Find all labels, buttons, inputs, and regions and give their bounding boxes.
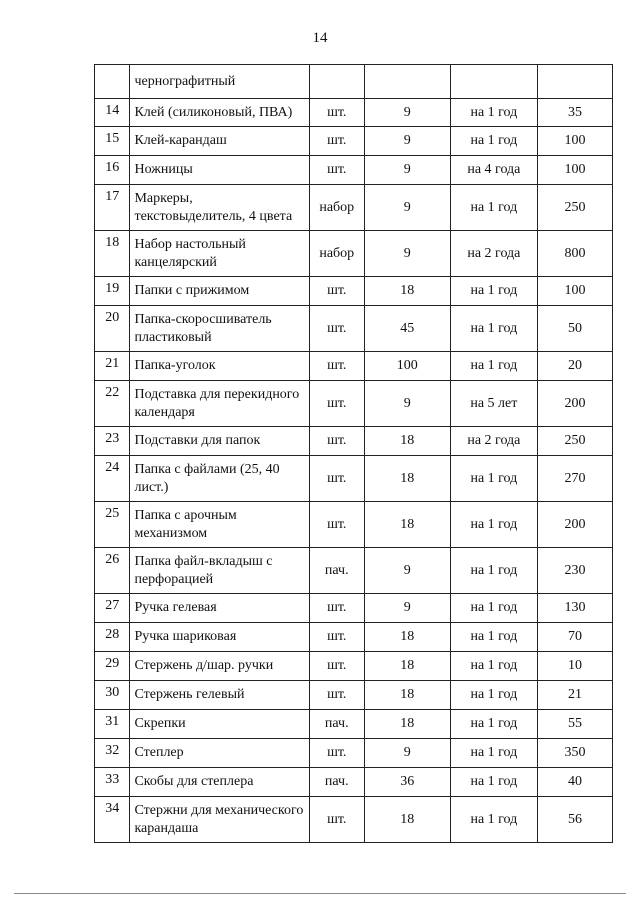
row-number: 33 (95, 768, 130, 797)
item-unit: шт. (309, 306, 364, 352)
item-name: Скрепки (130, 710, 309, 739)
table-row (95, 548, 613, 594)
item-price: 350 (537, 739, 612, 768)
table-row (95, 352, 613, 381)
item-term: на 1 год (450, 797, 537, 843)
item-name: Стержень д/шар. ручки (130, 652, 309, 681)
item-unit: шт. (309, 277, 364, 306)
item-name: Подставка для перекидного календаря (130, 381, 309, 427)
item-price: 130 (537, 594, 612, 623)
item-price: 250 (537, 185, 612, 231)
item-price: 40 (537, 768, 612, 797)
table-row (95, 456, 613, 502)
item-quantity: 18 (364, 427, 450, 456)
item-quantity: 9 (364, 185, 450, 231)
item-price: 800 (537, 231, 612, 277)
item-name: Стержни для механического карандаша (130, 797, 309, 843)
page-number: 14 (312, 30, 328, 46)
item-term: на 1 год (450, 623, 537, 652)
item-price: 100 (537, 277, 612, 306)
item-name: чернографитный (130, 65, 309, 99)
row-number: 34 (95, 797, 130, 843)
item-price: 10 (537, 652, 612, 681)
item-unit (309, 65, 364, 99)
row-number: 20 (95, 306, 130, 352)
row-number: 26 (95, 548, 130, 594)
item-price: 21 (537, 681, 612, 710)
item-unit: шт. (309, 681, 364, 710)
item-unit: шт. (309, 652, 364, 681)
item-unit: пач. (309, 710, 364, 739)
row-number: 23 (95, 427, 130, 456)
item-name: Набор настольный канцелярский (130, 231, 309, 277)
item-quantity (364, 65, 450, 99)
item-name: Стержень гелевый (130, 681, 309, 710)
table-row (95, 381, 613, 427)
item-term: на 1 год (450, 502, 537, 548)
item-price: 56 (537, 797, 612, 843)
item-name: Папка файл-вкладыш с перфорацией (130, 548, 309, 594)
item-price (537, 65, 612, 99)
item-term: на 2 года (450, 231, 537, 277)
item-name: Клей (силиконовый, ПВА) (130, 99, 309, 127)
item-unit: пач. (309, 768, 364, 797)
item-price: 200 (537, 381, 612, 427)
item-term: на 1 год (450, 594, 537, 623)
item-name: Подставки для папок (130, 427, 309, 456)
item-unit: шт. (309, 739, 364, 768)
item-price: 270 (537, 456, 612, 502)
item-price: 100 (537, 127, 612, 156)
table-row (95, 594, 613, 623)
item-quantity: 36 (364, 768, 450, 797)
table-row (95, 99, 613, 127)
table-row (95, 502, 613, 548)
table-row (95, 277, 613, 306)
item-unit: шт. (309, 797, 364, 843)
item-quantity: 9 (364, 739, 450, 768)
item-unit: шт. (309, 156, 364, 185)
supply-table (94, 64, 613, 843)
item-term: на 1 год (450, 739, 537, 768)
item-name: Ножницы (130, 156, 309, 185)
item-term: на 1 год (450, 352, 537, 381)
row-number: 21 (95, 352, 130, 381)
item-quantity: 18 (364, 277, 450, 306)
row-number: 15 (95, 127, 130, 156)
item-quantity: 9 (364, 594, 450, 623)
item-term: на 1 год (450, 127, 537, 156)
item-name: Степлер (130, 739, 309, 768)
item-term: на 1 год (450, 185, 537, 231)
row-number: 19 (95, 277, 130, 306)
item-name: Папка с файлами (25, 40 лист.) (130, 456, 309, 502)
item-price: 230 (537, 548, 612, 594)
table-row (95, 652, 613, 681)
item-unit: шт. (309, 381, 364, 427)
item-unit: шт. (309, 99, 364, 127)
row-number: 31 (95, 710, 130, 739)
item-unit: шт. (309, 594, 364, 623)
table-row (95, 710, 613, 739)
row-number: 25 (95, 502, 130, 548)
item-name: Папка с арочным механизмом (130, 502, 309, 548)
item-quantity: 18 (364, 797, 450, 843)
item-term: на 1 год (450, 99, 537, 127)
item-term: на 5 лет (450, 381, 537, 427)
item-name: Папки с прижимом (130, 277, 309, 306)
item-name: Ручка гелевая (130, 594, 309, 623)
item-unit: шт. (309, 427, 364, 456)
item-price: 100 (537, 156, 612, 185)
item-price: 20 (537, 352, 612, 381)
item-term: на 1 год (450, 681, 537, 710)
item-quantity: 18 (364, 623, 450, 652)
row-number: 24 (95, 456, 130, 502)
row-number: 14 (95, 99, 130, 127)
item-name: Скобы для степлера (130, 768, 309, 797)
item-quantity: 9 (364, 231, 450, 277)
table-row (95, 768, 613, 797)
item-unit: набор (309, 231, 364, 277)
table-row (95, 797, 613, 843)
item-term: на 1 год (450, 652, 537, 681)
footer-divider (14, 893, 626, 894)
item-quantity: 18 (364, 681, 450, 710)
row-number: 22 (95, 381, 130, 427)
item-unit: пач. (309, 548, 364, 594)
item-quantity: 9 (364, 99, 450, 127)
item-quantity: 9 (364, 127, 450, 156)
table-row (95, 739, 613, 768)
item-quantity: 45 (364, 306, 450, 352)
table-row (95, 427, 613, 456)
item-price: 70 (537, 623, 612, 652)
table-row (95, 681, 613, 710)
table-row (95, 623, 613, 652)
item-unit: шт. (309, 456, 364, 502)
item-quantity: 100 (364, 352, 450, 381)
table-row (95, 231, 613, 277)
item-term: на 1 год (450, 277, 537, 306)
item-name: Ручка шариковая (130, 623, 309, 652)
item-term: на 1 год (450, 456, 537, 502)
item-quantity: 9 (364, 156, 450, 185)
item-name: Папка-уголок (130, 352, 309, 381)
item-quantity: 9 (364, 381, 450, 427)
item-name: Маркеры, текстовыделитель, 4 цвета (130, 185, 309, 231)
table-row (95, 306, 613, 352)
item-term: на 1 год (450, 548, 537, 594)
row-number: 17 (95, 185, 130, 231)
item-quantity: 18 (364, 456, 450, 502)
item-unit: шт. (309, 623, 364, 652)
item-term: на 4 года (450, 156, 537, 185)
item-price: 35 (537, 99, 612, 127)
table-row (95, 156, 613, 185)
item-name: Папка-скоросшиватель пластиковый (130, 306, 309, 352)
table-row (95, 185, 613, 231)
row-number: 28 (95, 623, 130, 652)
item-unit: шт. (309, 127, 364, 156)
item-unit: шт. (309, 502, 364, 548)
item-term: на 1 год (450, 306, 537, 352)
item-unit: набор (309, 185, 364, 231)
item-quantity: 9 (364, 548, 450, 594)
item-term: на 2 года (450, 427, 537, 456)
item-price: 50 (537, 306, 612, 352)
row-number: 29 (95, 652, 130, 681)
table-row (95, 127, 613, 156)
row-number (95, 65, 130, 99)
item-price: 200 (537, 502, 612, 548)
item-price: 55 (537, 710, 612, 739)
table-row (95, 65, 613, 99)
item-quantity: 18 (364, 652, 450, 681)
row-number: 18 (95, 231, 130, 277)
supply-table-body (95, 65, 613, 843)
item-quantity: 18 (364, 502, 450, 548)
item-term (450, 65, 537, 99)
row-number: 27 (95, 594, 130, 623)
row-number: 16 (95, 156, 130, 185)
item-term: на 1 год (450, 710, 537, 739)
item-price: 250 (537, 427, 612, 456)
item-unit: шт. (309, 352, 364, 381)
item-quantity: 18 (364, 710, 450, 739)
row-number: 32 (95, 739, 130, 768)
item-term: на 1 год (450, 768, 537, 797)
row-number: 30 (95, 681, 130, 710)
item-name: Клей-карандаш (130, 127, 309, 156)
